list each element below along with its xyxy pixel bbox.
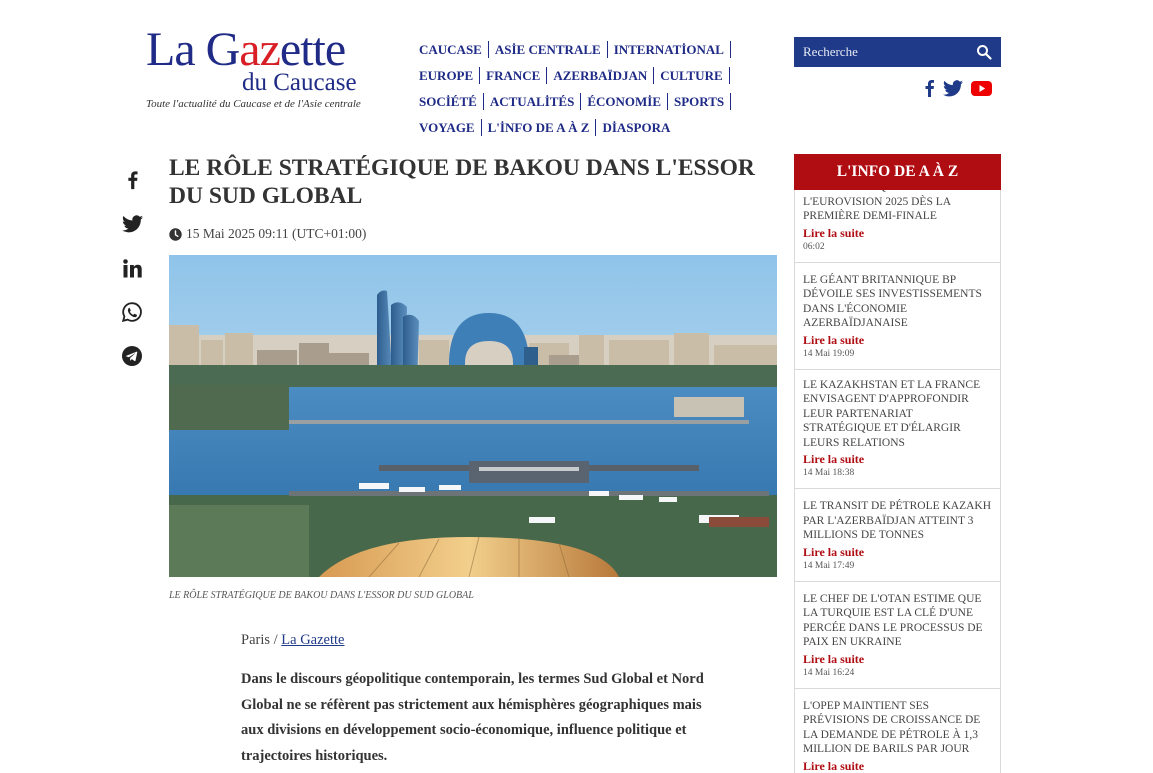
news-item-title[interactable]: L'OPEP MAINTIENT SES PRÉVISIONS DE CROISSANCE DE LA DEMANDE DE PÉTROLE À 1,3 MILLION DE BARILS PAR JOUR	[803, 699, 981, 755]
nav-item-sports[interactable]: SPORTS	[674, 93, 731, 110]
news-item[interactable]	[794, 263, 1001, 370]
news-item-time: 14 Mai 16:24	[803, 667, 855, 678]
nav-item-france[interactable]: FRANCE	[486, 67, 547, 84]
news-item-title[interactable]: LE GÉANT BRITANNIQUE BP DÉVOILE SES INVESTISSEMENTS DANS L'ÉCONOMIE AZERBAÏDJANAISE	[803, 273, 982, 329]
facebook-icon[interactable]	[923, 79, 935, 97]
share-bar	[121, 158, 143, 378]
news-item[interactable]	[794, 180, 1001, 263]
nav-item-asie-centrale[interactable]: ASİE CENTRALE	[495, 41, 608, 58]
nav-item-international[interactable]: INTERNATİONAL	[614, 41, 731, 58]
share-whatsapp[interactable]	[121, 290, 143, 334]
read-more-link[interactable]: Lire la suite	[803, 651, 865, 666]
photo-caption: LE RÔLE STRATÉGIQUE DE BAKOU DANS L'ESSOR DU SUD GLOBAL	[169, 590, 474, 601]
article-photo	[169, 255, 777, 577]
search-icon[interactable]	[976, 44, 992, 60]
news-item[interactable]	[794, 689, 1001, 773]
main-nav	[419, 36, 749, 140]
twitter-icon	[122, 215, 143, 233]
news-item-time: 14 Mai 18:38	[803, 468, 855, 478]
facebook-icon	[127, 170, 138, 190]
news-item-title[interactable]: L'EUROVISION 2025 DÈS LA PREMIÈRE DEMI-FINALE	[803, 195, 951, 222]
logo-tagline: Toute l'actualité du Caucase et de l'Asie centrale	[146, 98, 361, 110]
article-date	[169, 226, 366, 242]
news-item[interactable]	[794, 582, 1001, 689]
article-title: LE RÔLE STRATÉGIQUE DE BAKOU DANS L'ESSOR DU SUD GLOBAL	[169, 155, 755, 209]
share-linkedin[interactable]	[121, 246, 143, 290]
whatsapp-icon	[122, 302, 142, 322]
sidebar-heading: L'INFO DE A À Z	[794, 154, 1001, 190]
youtube-icon[interactable]	[971, 81, 992, 96]
nav-item-caucase[interactable]: CAUCASE	[419, 41, 489, 58]
nav-item-europe[interactable]: EUROPE	[419, 67, 480, 84]
read-more-link[interactable]: Lire la suite	[803, 225, 865, 240]
nav-item-info-a-z[interactable]: L'İNFO DE A À Z	[488, 119, 597, 136]
search-box	[794, 37, 1001, 67]
nav-item-culture[interactable]: CULTURE	[660, 67, 729, 84]
sidebar-list	[794, 182, 1001, 773]
share-facebook[interactable]	[121, 158, 143, 202]
nav-item-economie[interactable]: ÉCONOMİE	[587, 93, 668, 110]
article-byline	[241, 632, 344, 649]
news-item-title[interactable]: LE TRANSIT DE PÉTROLE KAZAKH PAR L'AZERBAÏDJAN ATTEINT 3 MILLIONS DE TONNES	[803, 500, 992, 541]
read-more-link[interactable]: Lire la suite	[803, 332, 865, 347]
news-item[interactable]	[794, 370, 1001, 490]
news-item-time: 14 Mai 19:09	[803, 348, 855, 359]
nav-item-actualites[interactable]: ACTUALİTÉS	[490, 93, 582, 110]
news-item[interactable]	[794, 489, 1001, 582]
clock-icon	[169, 228, 182, 241]
news-item-time: 14 Mai 17:49	[803, 560, 855, 571]
news-item-time: 06:02	[803, 241, 825, 252]
news-sidebar	[794, 154, 1001, 773]
logo-subtitle: du Caucase	[242, 69, 357, 96]
linkedin-icon	[123, 259, 142, 278]
article-date-text: 15 Mai 2025 09:11 (UTC+01:00)	[186, 226, 367, 241]
logo-wordmark: La Gazette	[146, 23, 346, 76]
read-more-link[interactable]: Lire la suite	[803, 758, 865, 773]
news-item-title[interactable]: LE CHEF DE L'OTAN ESTIME QUE LA TURQUIE EST LA CLÉ D'UNE PERCÉE DANS LE PROCESSUS DE PAIX EN UKRAINE	[803, 592, 983, 648]
nav-item-voyage[interactable]: VOYAGE	[419, 119, 482, 136]
site-logo[interactable]	[146, 23, 371, 110]
share-twitter[interactable]	[121, 202, 143, 246]
nav-item-azerbaidjan[interactable]: AZERBAÏDJAN	[553, 67, 654, 84]
read-more-link[interactable]: Lire la suite	[803, 544, 865, 559]
search-input[interactable]	[794, 43, 975, 61]
social-links	[923, 79, 992, 97]
telegram-icon	[122, 346, 142, 366]
share-telegram[interactable]	[121, 334, 143, 378]
twitter-icon[interactable]	[943, 80, 963, 97]
nav-item-diaspora[interactable]: DİASPORA	[602, 119, 671, 135]
news-item-title[interactable]: LE KAZAKHSTAN ET LA FRANCE ENVISAGENT D'APPROFONDIR LEUR PARTENARIAT STRATÉGIQUE ET D'ÉLARGIR LEURS RELATIONS	[803, 378, 981, 449]
byline-city: Paris /	[241, 632, 282, 648]
byline-source-link[interactable]: La Gazette	[281, 632, 345, 648]
read-more-link[interactable]: Lire la suite	[803, 452, 865, 466]
article-lede: Dans le discours géopolitique contemporain, les termes Sud Global et Nord Global ne se réfèrent pas strictement aux hémisphères géographiques mais aux divisions en développement socio-économique, influence politique et trajectoires historiques.	[241, 671, 704, 764]
nav-item-societe[interactable]: SOCİÉTÉ	[419, 93, 484, 110]
